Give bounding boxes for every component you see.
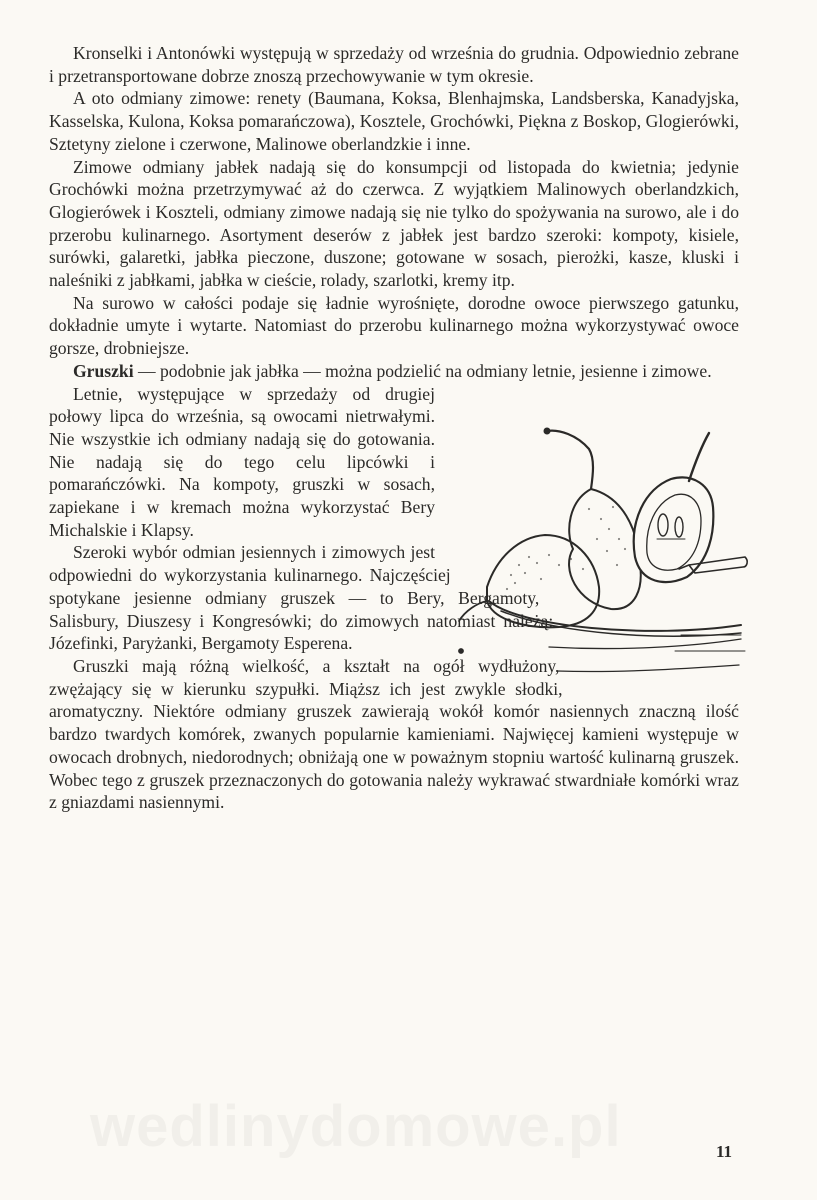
gruszki-intro-text: — podobnie jak jabłka — można podzielić na odmiany letnie, jesienne i zimowe. xyxy=(133,360,712,381)
paragraph-na-surowo: Na surowo w całości podaje się ładnie wyrośnięte, dorodne owoce pierwszego gatunku, dokładnie umyte i wytarte. Natomiast do przerobu kulinarnego można wykorzystywać owoce gorsze, drobniejsze. xyxy=(49,292,739,359)
paragraph-gruszki-letnie: Letnie, występujące w sprzedaży od drugiej połowy lipca do września, są owocami nietrwałymi. Nie wszystkie ich odmiany nadają się do gotowania. Nie nadają się do tego celu lipcówki i pomarańczówki. Na kompoty, gruszki w sosach, zapiekane i w kremach można wykorzystać Bery Michalskie i Klapsy. xyxy=(49,383,435,540)
watermark: wedlinydomowe.pl xyxy=(90,1094,622,1159)
gruszki-term: Gruszki xyxy=(73,360,134,381)
page-number: 11 xyxy=(716,1142,733,1161)
paragraph-gruszki-kamienie: Gruszki mają różną wielkość, a kształt na ogół wydłużony, zwężający się w kierunku szypułki. Miąższ ich jest zwykle słodki, aromatyczny. Niektóre odmiany gruszek zawierają wokół komór nasiennych znaczną ilość bardzo twardych komórek, zwanych popularnie kamieniami. Najwięcej kamieni występuje w owocach drobnych, niedorodnych; obniżają one w poważnym stopniu wartość kulinarną gruszek. Wobec tego z gruszek przeznaczonych do gotowania należy wykrawać stwardniałe komórki wraz z gniazdami nasiennymi. xyxy=(49,655,739,813)
pears-on-plate-illustration xyxy=(449,389,749,679)
page-body-text xyxy=(49,42,739,814)
paragraph-gruszki-jesienne-zimowe: Szeroki wybór odmian jesiennych i zimowych jest odpowiedni do wykorzystania kulinarnego. Najczęściej spotykane jesienne odmiany gruszek — to Bery, Bergamoty, Salisbury, Diuszesy i Kongresówki; do zimowych natomiast należą: Józefinki, Paryżanki, Bergamoty Esperena. xyxy=(49,542,554,654)
paragraph-zimowe-konsumpcja: Zimowe odmiany jabłek nadają się do konsumpcji od listopada do kwietnia; jedynie Grochówki można przetrzymywać aż do czerwca. Z wyjątkiem Malinowych oberlandzkich, Glogierówek i Koszteli, odmiany zimowe nadają się nie tylko do spożywania na surowo, ale i do przerobu kulinarnego. Asortyment deserów z jabłek jest bardzo szeroki: kompoty, kisiele, surówki, galaretki, jabłka pieczone, duszone; gotowane w sosach, pierożki, kasze, kluski i naleśniki z jabłkami, jabłka w cieście, rolady, szarlotki, kremy itp. xyxy=(49,156,739,291)
paragraph-zimowe-odmiany-list: A oto odmiany zimowe: renety (Baumana, Koksa, Blenhajmska, Landsberska, Kanadyjska, Kasselska, Kulona, Koksa pomarańczowa), Kosztele, Grochówki, Piękna z Boskop, Glogierówki, Sztetyny zielone i czerwone, Malinowe oberlandzkie i inne. xyxy=(49,88,739,154)
paragraph-gruszki-intro xyxy=(49,360,739,383)
pears-illustration xyxy=(449,389,749,679)
paragraph-kronselki: Kronselki i Antonówki występują w sprzedaży od września do grudnia. Odpowiednio zebrane i przetransportowane dobrze znoszą przechowywanie w tym okresie. xyxy=(49,43,739,86)
